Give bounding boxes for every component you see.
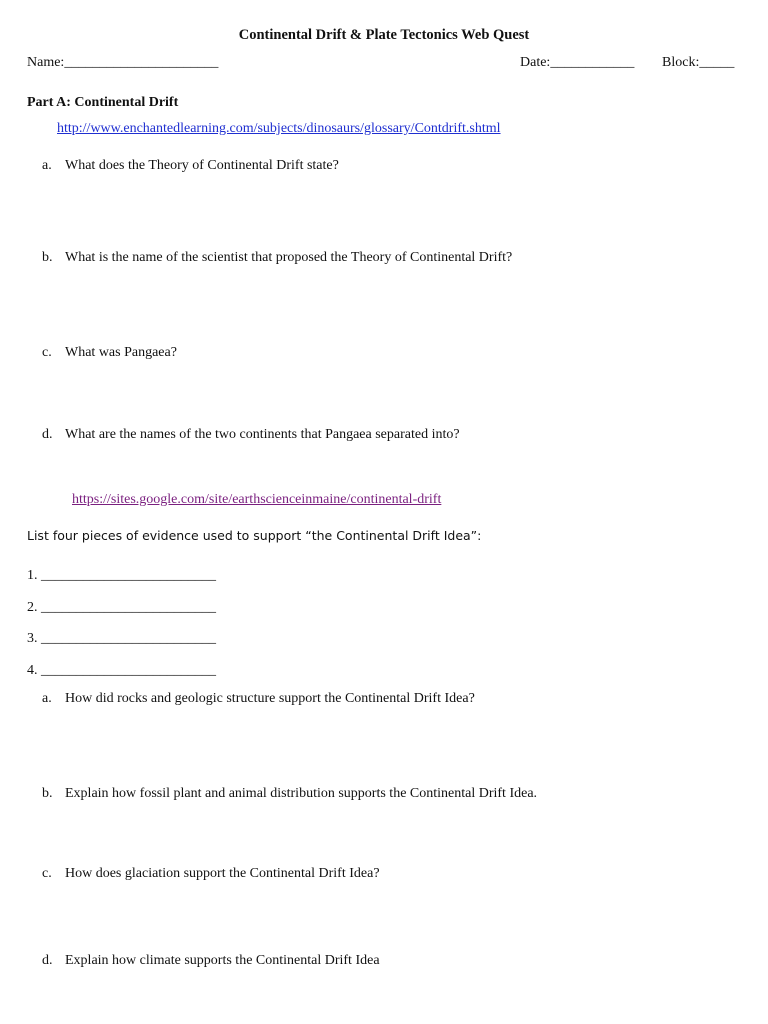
question-text: Explain how climate supports the Continental Drift Idea: [65, 953, 380, 968]
block-field[interactable]: Block:_____: [662, 55, 735, 70]
question-letter: b.: [42, 250, 53, 265]
evidence-prompt: List four pieces of evidence used to support “the Continental Drift Idea”:: [27, 528, 482, 543]
question-letter: a.: [42, 158, 52, 173]
date-field[interactable]: Date:____________: [520, 55, 635, 70]
question-text: What is the name of the scientist that proposed the Theory of Continental Drift?: [65, 250, 513, 265]
question-2c: [42, 866, 380, 883]
question-letter: a.: [42, 691, 52, 706]
evidence-line-4[interactable]: 4. _________________________: [27, 663, 216, 678]
question-text: How does glaciation support the Continental Drift Idea?: [65, 866, 380, 881]
question-text: Explain how fossil plant and animal distribution supports the Continental Drift Idea.: [65, 786, 538, 801]
question-2b: [42, 786, 537, 803]
name-field[interactable]: Name:______________________: [27, 55, 219, 70]
question-2a: [42, 691, 475, 708]
page-title: Continental Drift & Plate Tectonics Web Quest: [238, 27, 530, 43]
question-1d: [42, 427, 460, 444]
evidence-line-1[interactable]: 1. _________________________: [27, 568, 216, 583]
question-letter: b.: [42, 786, 53, 801]
part-a-heading: Part A: Continental Drift: [27, 95, 179, 110]
question-text: What was Pangaea?: [65, 345, 177, 360]
question-2d: [42, 953, 380, 970]
question-text: How did rocks and geologic structure support the Continental Drift Idea?: [65, 691, 475, 706]
question-text: What does the Theory of Continental Drift state?: [65, 158, 339, 173]
enchanted-learning-link[interactable]: http://www.enchantedlearning.com/subjects/dinosaurs/glossary/Contdrift.shtml: [57, 121, 501, 136]
question-letter: d.: [42, 427, 53, 442]
question-letter: c.: [42, 866, 52, 881]
question-text: What are the names of the two continents that Pangaea separated into?: [65, 427, 460, 442]
evidence-line-3[interactable]: 3. _________________________: [27, 631, 216, 646]
google-sites-link[interactable]: https://sites.google.com/site/earthscienceinmaine/continental-drift: [72, 492, 442, 507]
evidence-line-2[interactable]: 2. _________________________: [27, 600, 216, 615]
question-1a: [42, 158, 339, 175]
question-1b: [42, 250, 512, 267]
question-1c: [42, 345, 177, 362]
question-letter: c.: [42, 345, 52, 360]
question-letter: d.: [42, 953, 53, 968]
